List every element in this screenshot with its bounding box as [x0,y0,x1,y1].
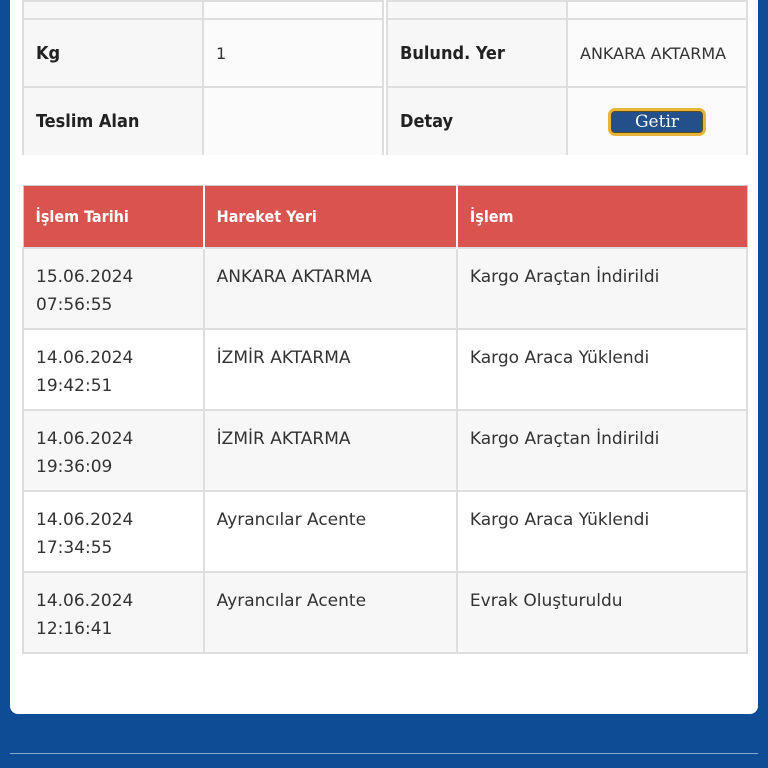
date-cell [23,572,204,653]
action-cell: Kargo Araçtan İndirildi [457,248,747,329]
bulund-yer-label: Bulund. Yer [388,20,568,86]
place-cell: ANKARA AKTARMA [204,248,457,329]
kg-value: 1 [204,20,382,86]
date: 14.06.2024 [36,509,134,530]
date: 14.06.2024 [36,347,134,368]
info-label [388,2,568,18]
action-cell: Kargo Araca Yüklendi [457,491,747,572]
time: 12:16:41 [36,618,113,639]
date: 15.06.2024 [36,266,134,287]
table-row [23,410,747,491]
date-cell [23,491,204,572]
info-row-top-right [388,2,746,20]
column-header-place: Hareket Yeri [204,186,457,248]
place-cell: Ayrancılar Acente [204,572,457,653]
table-row [23,491,747,572]
place-cell: Ayrancılar Acente [204,491,457,572]
date-cell [23,410,204,491]
place-cell: İZMİR AKTARMA [204,410,457,491]
date: 14.06.2024 [36,590,134,611]
date-cell [23,248,204,329]
info-value [204,2,382,18]
place-cell: İZMİR AKTARMA [204,329,457,410]
teslim-alan-label: Teslim Alan [24,88,204,155]
info-row-top [24,2,382,20]
date-cell [23,329,204,410]
kg-label: Kg [24,20,204,86]
detay-value [568,88,746,155]
action-cell: Kargo Araca Yüklendi [457,329,747,410]
info-row-detail [388,88,746,155]
shipment-info-left [22,0,384,155]
column-header-action: İşlem [457,186,747,248]
table-row [23,572,747,653]
table-row [23,248,747,329]
info-row-kg [24,20,382,88]
shipment-info [22,0,748,155]
column-header-date: İşlem Tarihi [23,186,204,248]
info-value [568,2,746,18]
shipment-history-table [22,185,748,654]
time: 19:36:09 [36,456,113,477]
date: 14.06.2024 [36,428,134,449]
footer-divider [10,753,758,754]
shipment-info-right [386,0,748,155]
getir-button[interactable]: Getir [608,108,706,136]
time: 07:56:55 [36,294,113,315]
bulund-yer-value: ANKARA AKTARMA [568,20,746,86]
table-header-row [23,186,747,248]
table-row [23,329,747,410]
info-label [24,2,204,18]
teslim-alan-value [204,88,382,155]
time: 19:42:51 [36,375,113,396]
info-row-teslim-alan [24,88,382,155]
detay-label: Detay [388,88,568,155]
info-row-location [388,20,746,88]
time: 17:34:55 [36,537,113,558]
action-cell: Evrak Oluşturuldu [457,572,747,653]
action-cell: Kargo Araçtan İndirildi [457,410,747,491]
